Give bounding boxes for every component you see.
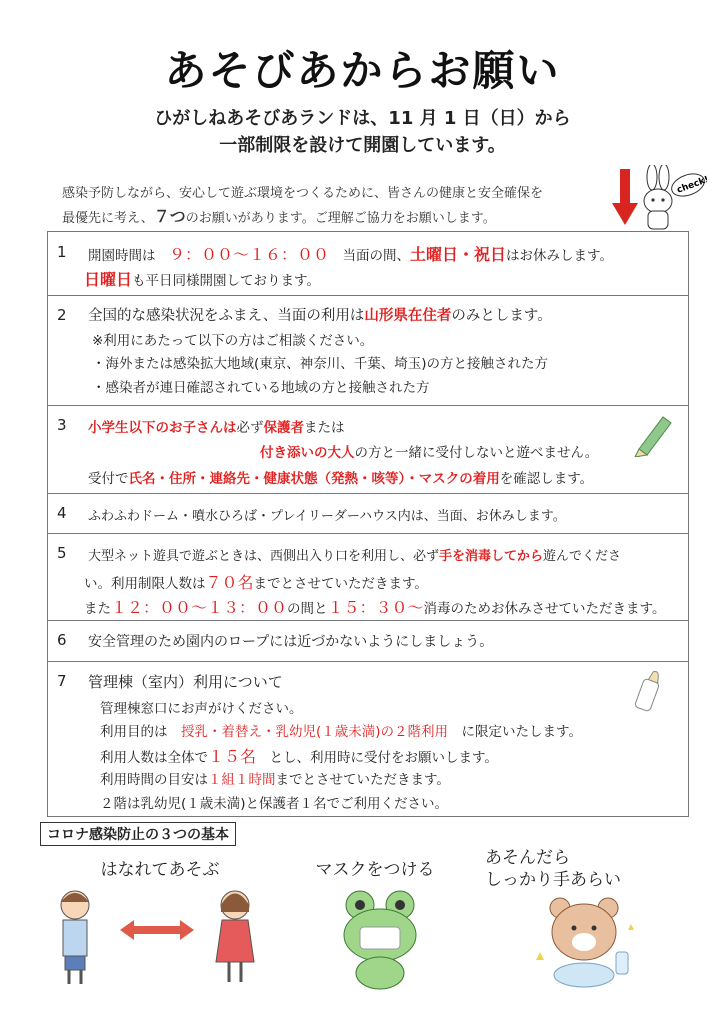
notice-3-line-1: 小学生以下のお子さんは必ず保護者または [88, 420, 345, 436]
notice-1-line-1: 開園時間は ９：００～１６：００ 当面の間、土曜日・祝日はお休みします。 [88, 245, 613, 264]
notice-number: 7 [57, 672, 67, 690]
notice-2-line-3: ・海外または感染拡大地域(東京、神奈川、千葉、埼玉)の方と接触された方 [92, 356, 549, 372]
notice-7-line-2: 利用目的は 授乳・着替え・乳幼児(１歳未満)の２階利用 に限定いたします。 [100, 724, 582, 740]
notice-3 [48, 406, 688, 494]
notice-1-line-2: 日曜日も平日同様開園しております。 [84, 270, 320, 289]
notice-2 [48, 296, 688, 406]
rabbit-mascot-illustration [612, 165, 707, 235]
bear-handwashing-illustration [530, 890, 640, 990]
notice-number: 2 [57, 306, 67, 324]
notice-number: 6 [57, 631, 67, 649]
social-distance-illustration [50, 880, 280, 990]
notice-6-line-1: 安全管理のため園内のロープには近づかないようにしましょう。 [88, 634, 494, 650]
notice-7-line-3: 利用人数は全体で１５名 とし、利用時に受付をお願いします。 [100, 747, 498, 766]
basics-title: コロナ感染防止の３つの基本 [40, 822, 236, 846]
page-title: あそびあからお願い [164, 46, 561, 95]
notice-3-line-3: 受付で氏名・住所・連絡先・健康状態（発熱・咳等）・マスクの着用を確認します。 [88, 471, 594, 487]
basics-item-3-label-1: あそんだら [485, 848, 570, 868]
notice-7-line-5: ２階は乳幼児(１歳未満)と保護者１名でご利用ください。 [100, 796, 449, 812]
notice-2-line-4: ・感染者が連日確認されている地域の方と接触された方 [92, 380, 430, 396]
subtitle-line-2: 一部制限を設けて開園しています。 [219, 135, 506, 156]
notice-7-heading: 管理棟（室内）利用について [88, 673, 283, 691]
notice-2-line-1: 全国的な感染状況をふまえ、当面の利用は山形県在住者のみとします。 [88, 308, 552, 324]
frog-mask-illustration [335, 885, 425, 990]
baby-bottle-icon [631, 668, 661, 714]
basics-item-2-label: マスクをつける [315, 860, 435, 880]
pencil-icon [631, 411, 675, 457]
basics-item-1-label: はなれてあそぶ [100, 860, 220, 880]
notice-2-line-2: ※利用にあたって以下の方はご相談ください。 [92, 333, 374, 349]
notice-list [47, 231, 689, 817]
intro-line-1: 感染予防しながら、安心して遊ぶ環境をつくるために、皆さんの健康と安全確保を [62, 186, 544, 201]
notice-7-line-4: 利用時間の目安は１組１時間までとさせていただきます。 [100, 772, 450, 788]
notice-7-line-1: 管理棟窓口にお声がけください。 [100, 701, 303, 717]
intro-line-2: 最優先に考え、７つのお願いがあります。ご理解ご協力をお願いします。 [62, 207, 496, 226]
subtitle-line-1: ひがしねあそびあランドは、11 月 1 日（日）から [154, 108, 571, 129]
notice-number: 1 [57, 243, 67, 261]
notice-5 [48, 534, 688, 621]
notice-4 [48, 494, 688, 534]
notice-7 [48, 662, 688, 816]
notice-6 [48, 621, 688, 662]
check-badge: check! [675, 174, 707, 196]
notice-5-line-1: 大型ネット遊具で遊ぶときは、西側出入り口を利用し、必ず手を消毒してから遊んでくださ [88, 549, 622, 564]
notice-number: 5 [57, 544, 67, 562]
basics-item-3-label-2: しっかり手あらい [485, 870, 621, 890]
notice-4-line-1: ふわふわドーム・噴水ひろば・プレイリーダーハウス内は、当面、お休みします。 [88, 509, 566, 524]
notice-1 [48, 232, 688, 296]
notice-5-line-3: また１２：００～１３：００の間と１５：３０～消毒のためお休みさせていただきます。 [84, 598, 666, 617]
notice-number: 3 [57, 416, 67, 434]
notice-3-line-2: 付き添いの大人の方と一緒に受付しないと遊べません。 [260, 445, 599, 461]
notice-5-line-2: い。利用制限人数は７０名までとさせていただきます。 [84, 573, 428, 592]
notice-number: 4 [57, 504, 67, 522]
